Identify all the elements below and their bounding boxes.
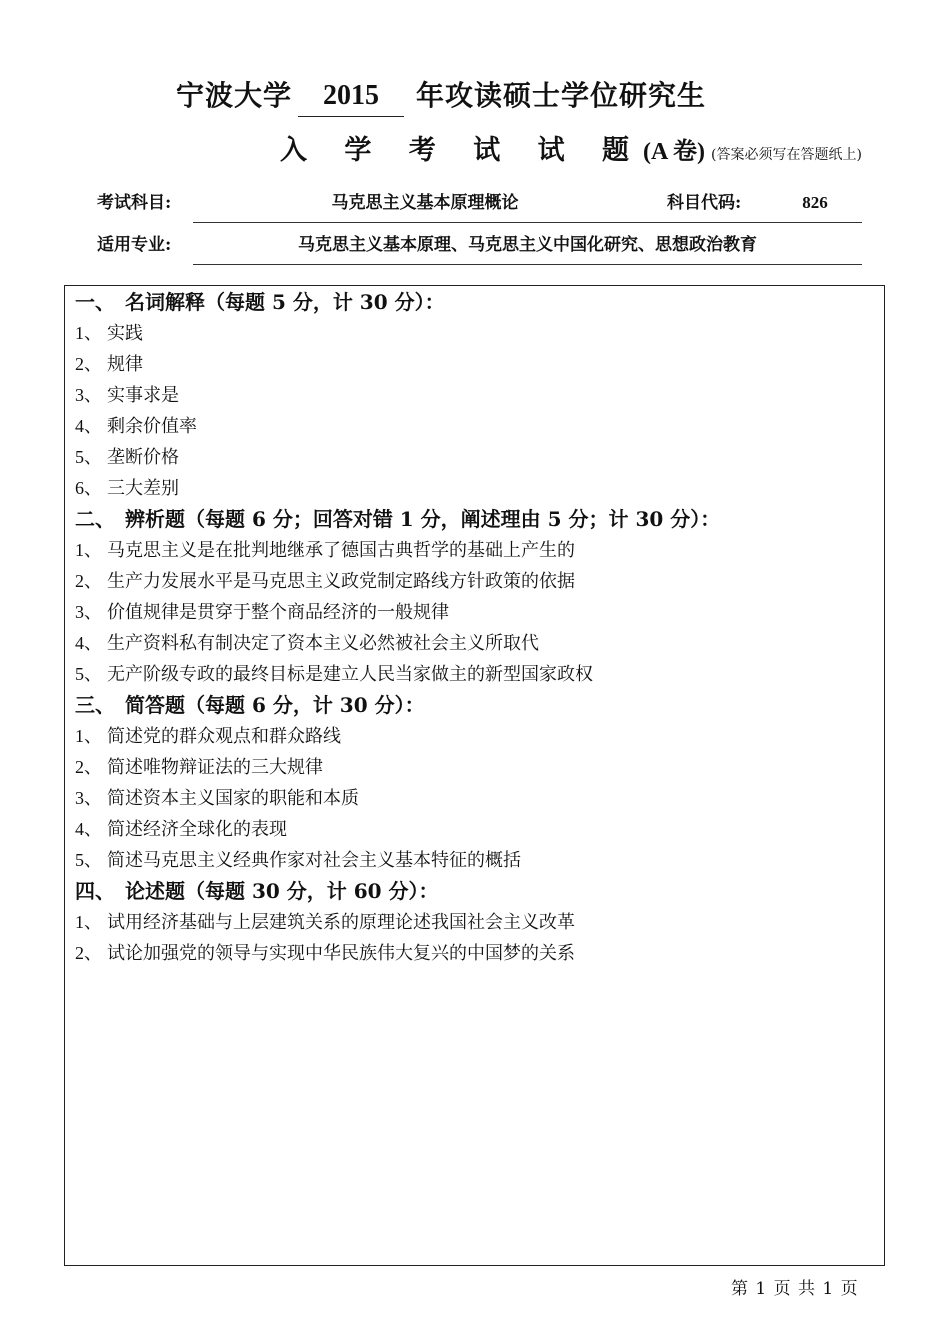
major-value: 马克思主义基本原理、马克思主义中国化研究、思想政治教育 — [298, 235, 757, 255]
exam-year: 2015 — [298, 76, 404, 117]
exam-title-rest: 年攻读硕士学位研究生 — [416, 79, 707, 112]
question-item: 3、 实事求是 — [75, 385, 179, 406]
question-item: 5、 垄断价格 — [75, 447, 179, 468]
question-item: 1、 简述党的群众观点和群众路线 — [75, 726, 341, 747]
exam-subtitle — [280, 131, 880, 175]
section-heading: 二、 辨析题（每题 6 分；回答对错 1 分，阐述理由 5 分；计 30 分）： — [75, 507, 721, 531]
subject-label: 考试科目: — [97, 193, 172, 213]
subject-value: 马克思主义基本原理概论 — [331, 193, 519, 213]
question-item: 1、 实践 — [75, 323, 143, 344]
question-item: 4、 简述经济全球化的表现 — [75, 819, 287, 840]
question-item: 5、 简述马克思主义经典作家对社会主义基本特征的概括 — [75, 850, 521, 871]
question-item: 1、 马克思主义是在批判地继承了德国古典哲学的基础上产生的 — [75, 540, 575, 561]
page-number: 第 1 页 共 1 页 — [731, 1279, 859, 1299]
question-item: 2、 规律 — [75, 354, 143, 375]
question-item: 5、 无产阶级专政的最终目标是建立人民当家做主的新型国家政权 — [75, 664, 593, 685]
exam-title-main: 入 学 考 试 试 题 — [280, 135, 643, 166]
section-heading: 三、 简答题（每题 6 分，计 30 分）： — [75, 693, 425, 717]
question-item: 2、 生产力发展水平是马克思主义政党制定路线方针政策的依据 — [75, 571, 575, 592]
question-item: 6、 三大差别 — [75, 478, 179, 499]
answer-note: (答案必须写在答题纸上) — [711, 147, 862, 163]
subject-underline — [193, 222, 862, 223]
question-item: 2、 简述唯物辩证法的三大规律 — [75, 757, 323, 778]
question-content — [75, 287, 875, 969]
code-label: 科目代码: — [667, 193, 742, 213]
code-value: 826 — [802, 193, 828, 212]
university-name: 宁波大学 — [176, 79, 293, 112]
section-heading: 一、 名词解释（每题 5 分，计 30 分）： — [75, 290, 445, 314]
question-item: 1、 试用经济基础与上层建筑关系的原理论述我国社会主义改革 — [75, 912, 575, 933]
question-item: 2、 试论加强党的领导与实现中华民族伟大复兴的中国梦的关系 — [75, 943, 575, 964]
question-item: 4、 生产资料私有制决定了资本主义必然被社会主义所取代 — [75, 633, 539, 654]
major-underline — [193, 264, 862, 265]
question-item: 3、 价值规律是贯穿于整个商品经济的一般规律 — [75, 602, 449, 623]
major-label: 适用专业: — [97, 235, 172, 255]
exam-title-line — [0, 76, 950, 120]
paper-version: (A 卷) — [643, 139, 705, 165]
question-item: 4、 剩余价值率 — [75, 416, 197, 437]
question-item: 3、 简述资本主义国家的职能和本质 — [75, 788, 359, 809]
section-heading: 四、 论述题（每题 30 分，计 60 分）： — [75, 879, 439, 903]
